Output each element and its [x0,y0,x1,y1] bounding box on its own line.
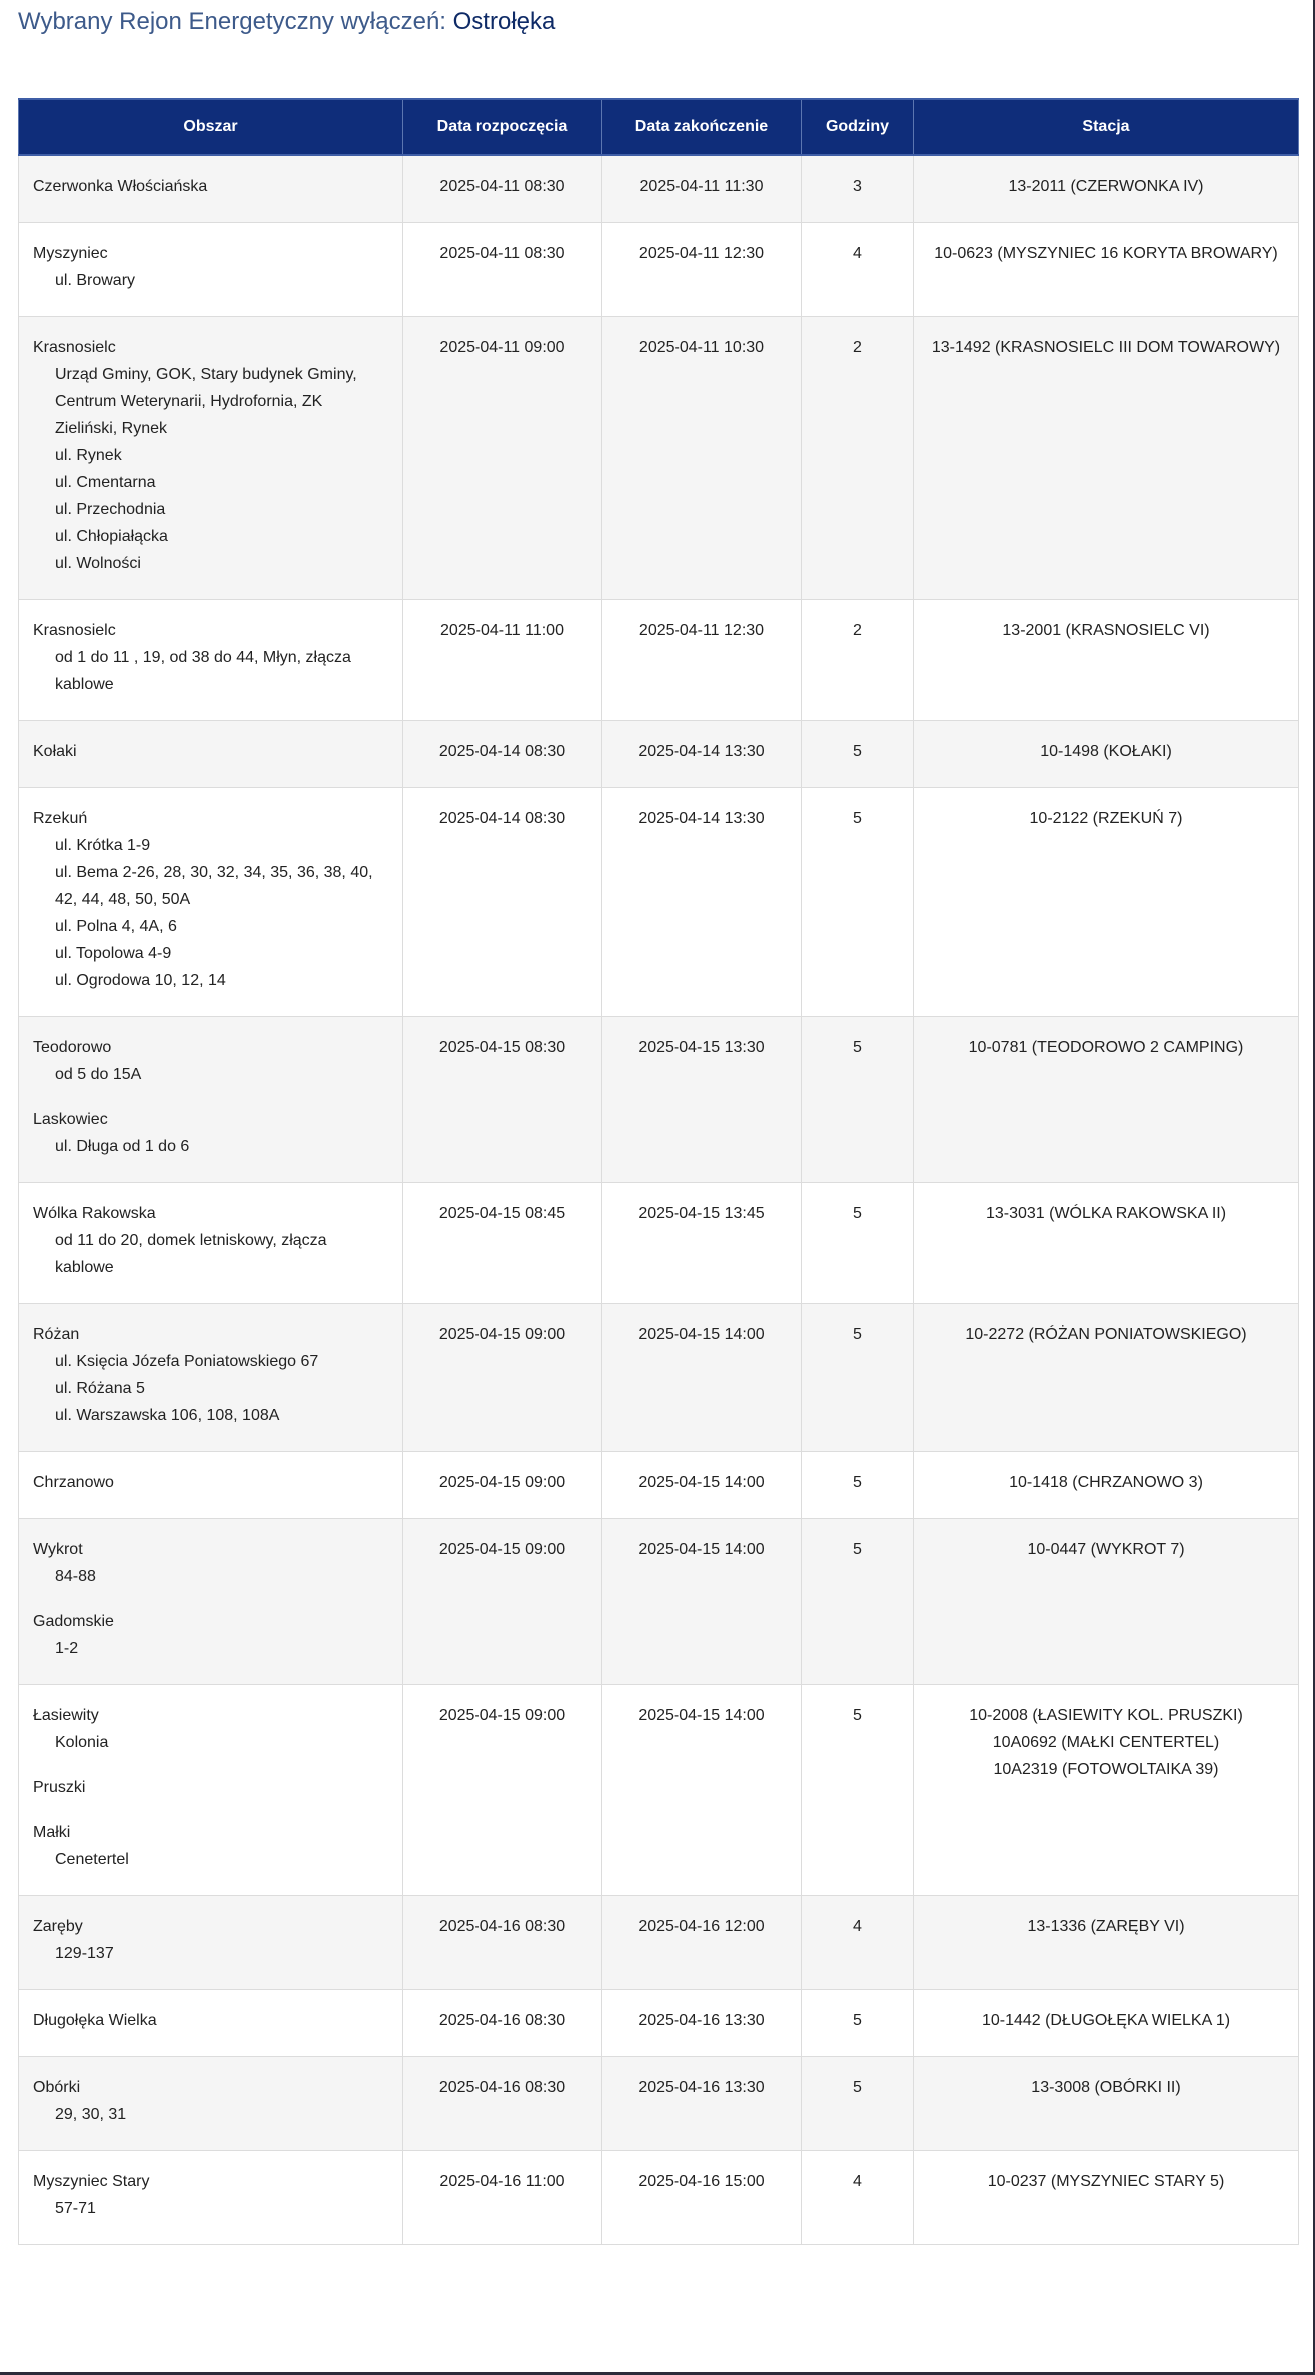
area-group-gap [33,1088,388,1106]
cell-end-date: 2025-04-15 13:45 [602,1183,802,1304]
cell-end-date: 2025-04-15 14:00 [602,1685,802,1896]
cell-start-date: 2025-04-14 08:30 [403,721,602,788]
cell-start-date: 2025-04-11 08:30 [403,155,602,223]
table-row [19,1304,1299,1452]
cell-end-date: 2025-04-16 13:30 [602,2057,802,2151]
table-row [19,1452,1299,1519]
cell-area [19,1519,403,1685]
cell-start-date: 2025-04-16 08:30 [403,1990,602,2057]
table-row [19,1685,1299,1896]
area-place: Rzekuń [33,810,88,827]
cell-start-date: 2025-04-14 08:30 [403,788,602,1017]
area-detail: ul. Krótka 1-9 [55,837,151,854]
area-detail: ul. Wolności [55,555,141,572]
area-place: Laskowiec [33,1111,108,1128]
cell-hours: 5 [802,1017,914,1183]
cell-hours: 4 [802,223,914,317]
area-detail: ul. Ogrodowa 10, 12, 14 [55,972,226,989]
station-entry: 10-0447 (WYKROT 7) [1027,1541,1185,1558]
area-detail: ul. Warszawska 106, 108, 108A [55,1407,280,1424]
station-entry: 10-0623 (MYSZYNIEC 16 KORYTA BROWARY) [934,245,1278,262]
table-row [19,1990,1299,2057]
cell-hours: 4 [802,2151,914,2245]
station-entry: 10-1498 (KOŁAKI) [1040,743,1172,760]
page-title [18,8,555,36]
cell-station [914,1017,1299,1183]
table-row [19,2151,1299,2245]
area-place: Chrzanowo [33,1474,114,1491]
cell-end-date: 2025-04-11 12:30 [602,223,802,317]
station-entry: 13-3008 (OBÓRKI II) [1031,2079,1181,2096]
area-place: Myszyniec Stary [33,2173,150,2190]
cell-station [914,1990,1299,2057]
area-detail: ul. Przechodnia [55,501,166,518]
area-place: Małki [33,1824,71,1841]
cell-hours: 5 [802,788,914,1017]
column-header-start-date[interactable]: Data rozpoczęcia [403,99,602,155]
cell-station [914,155,1299,223]
cell-start-date: 2025-04-11 09:00 [403,317,602,600]
cell-area [19,788,403,1017]
table-row [19,721,1299,788]
cell-hours: 5 [802,1685,914,1896]
station-entry: 10-2272 (RÓŻAN PONIATOWSKIEGO) [965,1326,1247,1343]
cell-end-date: 2025-04-15 14:00 [602,1519,802,1685]
cell-area [19,155,403,223]
area-detail: 29, 30, 31 [55,2106,127,2123]
area-place: Łasiewity [33,1707,99,1724]
area-group-gap [33,1801,388,1819]
cell-hours: 5 [802,1990,914,2057]
cell-area [19,1990,403,2057]
area-detail: od 11 do 20, domek letniskowy, złącza kablowe [55,1232,327,1276]
table-row [19,600,1299,721]
table-header [19,99,1299,155]
table-row [19,223,1299,317]
area-place: Wykrot [33,1541,83,1558]
area-group-gap [33,1590,388,1608]
station-entry: 10-2122 (RZEKUŃ 7) [1029,810,1183,827]
area-place: Długołęka Wielka [33,2012,157,2029]
cell-hours: 3 [802,155,914,223]
cell-end-date: 2025-04-15 14:00 [602,1452,802,1519]
area-detail: ul. Chłopiałącka [55,528,168,545]
cell-area [19,1304,403,1452]
cell-end-date: 2025-04-16 13:30 [602,1990,802,2057]
station-entry: 13-1336 (ZARĘBY VI) [1027,1918,1185,1935]
cell-hours: 5 [802,2057,914,2151]
station-entry: 10A0692 (MAŁKI CENTERTEL) [992,1734,1220,1751]
area-place: Obórki [33,2079,81,2096]
area-detail: Cenetertel [55,1851,129,1868]
cell-hours: 5 [802,1304,914,1452]
selected-region: Ostrołęka [452,8,556,35]
area-place: Myszyniec [33,245,108,262]
column-header-station[interactable]: Stacja [914,99,1299,155]
station-entry: 10-1442 (DŁUGOŁĘKA WIELKA 1) [981,2012,1231,2029]
table-row [19,2057,1299,2151]
area-detail: 84-88 [55,1568,96,1585]
cell-station [914,2151,1299,2245]
area-detail: ul. Bema 2-26, 28, 30, 32, 34, 35, 36, 38, 40, 42, 44, 48, 50, 50A [55,864,373,908]
cell-station [914,223,1299,317]
area-detail: ul. Różana 5 [55,1380,145,1397]
cell-station [914,1452,1299,1519]
column-header-hours[interactable]: Godziny [802,99,914,155]
cell-station [914,317,1299,600]
cell-start-date: 2025-04-11 11:00 [403,600,602,721]
station-entry: 13-2001 (KRASNOSIELC VI) [1002,622,1210,639]
cell-area [19,600,403,721]
area-detail: 57-71 [55,2200,96,2217]
cell-area [19,1452,403,1519]
cell-station [914,1685,1299,1896]
cell-end-date: 2025-04-14 13:30 [602,788,802,1017]
cell-station [914,721,1299,788]
area-detail: Urząd Gminy, GOK, Stary budynek Gminy, Centrum Weterynarii, Hydrofornia, ZK Zieliński, Rynek [55,366,357,437]
table-row [19,1896,1299,1990]
station-entry: 10-0237 (MYSZYNIEC STARY 5) [987,2173,1225,2190]
table-header-row [19,99,1299,155]
area-detail: od 5 do 15A [55,1066,142,1083]
cell-area [19,2151,403,2245]
cell-hours: 5 [802,1519,914,1685]
column-header-end-date[interactable]: Data zakończenie [602,99,802,155]
cell-start-date: 2025-04-16 08:30 [403,1896,602,1990]
table-body [19,155,1299,2245]
outage-table [18,98,1299,2245]
table-row [19,1519,1299,1685]
cell-end-date: 2025-04-14 13:30 [602,721,802,788]
column-header-area[interactable]: Obszar [19,99,403,155]
table-row [19,788,1299,1017]
cell-end-date: 2025-04-11 10:30 [602,317,802,600]
cell-end-date: 2025-04-16 15:00 [602,2151,802,2245]
station-entry: 13-3031 (WÓLKA RAKOWSKA II) [985,1205,1227,1222]
area-place: Gadomskie [33,1613,114,1630]
cell-hours: 5 [802,1452,914,1519]
area-detail: Kolonia [55,1734,109,1751]
area-detail: 1-2 [55,1640,79,1657]
cell-area [19,317,403,600]
cell-area [19,1896,403,1990]
cell-station [914,1519,1299,1685]
area-detail: ul. Księcia Józefa Poniatowskiego 67 [55,1353,319,1370]
station-entry: 13-2011 (CZERWONKA IV) [1008,178,1204,195]
area-place: Zaręby [33,1918,83,1935]
cell-station [914,1304,1299,1452]
cell-start-date: 2025-04-15 09:00 [403,1452,602,1519]
cell-area [19,1183,403,1304]
cell-area [19,2057,403,2151]
area-detail: ul. Topolowa 4-9 [55,945,172,962]
cell-station [914,1896,1299,1990]
cell-end-date: 2025-04-16 12:00 [602,1896,802,1990]
table-row [19,1183,1299,1304]
page-title-prefix: Wybrany Rejon Energetyczny wyłączeń: [18,8,446,35]
area-detail: ul. Rynek [55,447,122,464]
area-detail: ul. Polna 4, 4A, 6 [55,918,177,935]
cell-area [19,223,403,317]
cell-station [914,2057,1299,2151]
area-group-gap [33,1756,388,1774]
cell-station [914,1183,1299,1304]
area-place: Wólka Rakowska [33,1205,156,1222]
area-place: Różan [33,1326,80,1343]
cell-hours: 2 [802,317,914,600]
area-detail: ul. Browary [55,272,136,289]
cell-end-date: 2025-04-15 13:30 [602,1017,802,1183]
cell-station [914,788,1299,1017]
station-entry: 10-2008 (ŁASIEWITY KOL. PRUSZKI) [969,1707,1243,1724]
cell-start-date: 2025-04-15 08:30 [403,1017,602,1183]
cell-hours: 2 [802,600,914,721]
area-place: Czerwonka Włościańska [33,178,208,195]
station-entry: 10-0781 (TEODOROWO 2 CAMPING) [968,1039,1244,1056]
table-row [19,155,1299,223]
area-detail: 129-137 [55,1945,114,1962]
cell-start-date: 2025-04-16 11:00 [403,2151,602,2245]
cell-hours: 5 [802,721,914,788]
table-row [19,317,1299,600]
cell-end-date: 2025-04-11 11:30 [602,155,802,223]
station-entry: 13-1492 (KRASNOSIELC III DOM TOWAROWY) [931,339,1281,356]
cell-start-date: 2025-04-16 08:30 [403,2057,602,2151]
cell-end-date: 2025-04-11 12:30 [602,600,802,721]
area-place: Pruszki [33,1779,86,1796]
cell-start-date: 2025-04-11 08:30 [403,223,602,317]
cell-start-date: 2025-04-15 08:45 [403,1183,602,1304]
cell-start-date: 2025-04-15 09:00 [403,1304,602,1452]
area-place: Krasnosielc [33,622,116,639]
area-place: Teodorowo [33,1039,112,1056]
area-place: Krasnosielc [33,339,116,356]
cell-station [914,600,1299,721]
cell-hours: 4 [802,1896,914,1990]
area-place: Kołaki [33,743,77,760]
cell-start-date: 2025-04-15 09:00 [403,1685,602,1896]
station-entry: 10A2319 (FOTOWOLTAIKA 39) [993,1761,1219,1778]
table-row [19,1017,1299,1183]
cell-start-date: 2025-04-15 09:00 [403,1519,602,1685]
cell-area [19,721,403,788]
station-entry: 10-1418 (CHRZANOWO 3) [1009,1474,1203,1491]
area-detail: od 1 do 11 , 19, od 38 do 44, Młyn, złącza kablowe [55,649,351,693]
cell-end-date: 2025-04-15 14:00 [602,1304,802,1452]
cell-hours: 5 [802,1183,914,1304]
area-detail: ul. Długa od 1 do 6 [55,1138,190,1155]
cell-area [19,1017,403,1183]
area-detail: ul. Cmentarna [55,474,156,491]
cell-area [19,1685,403,1896]
